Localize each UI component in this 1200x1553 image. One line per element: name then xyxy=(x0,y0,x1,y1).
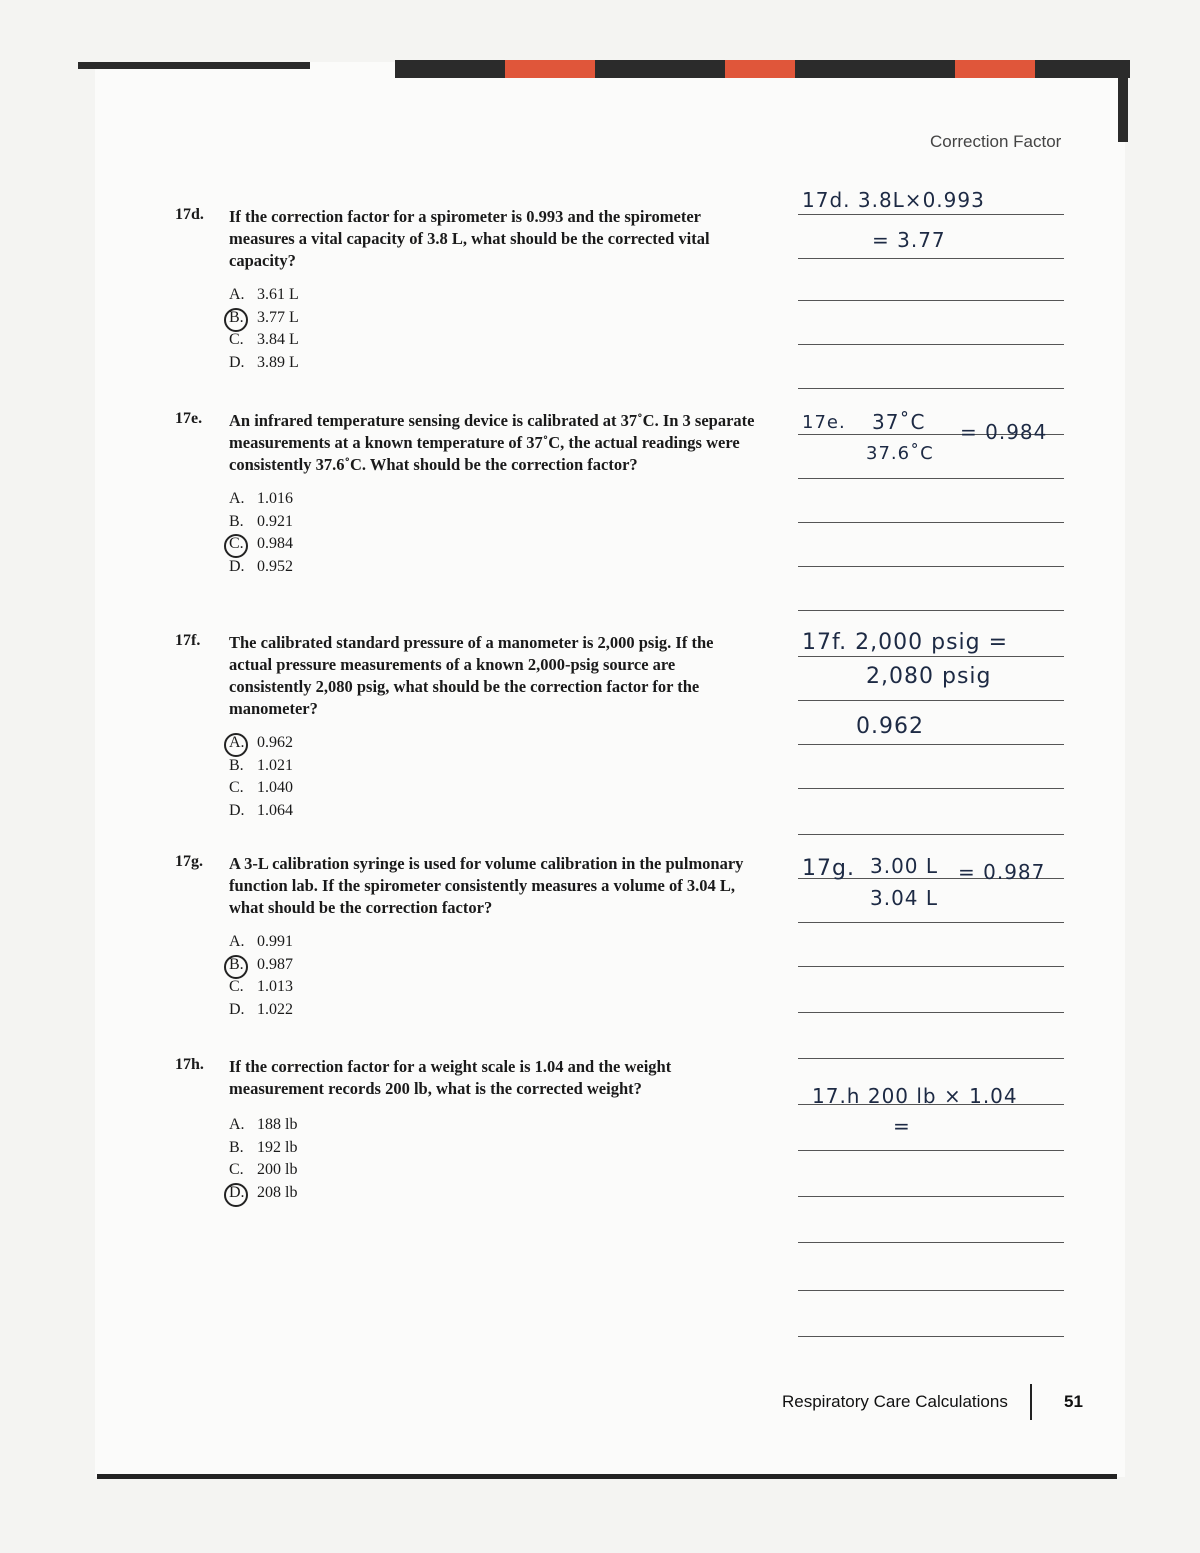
handwriting-17e-label: 17e. xyxy=(802,412,846,433)
handwriting-17g-denominator: 3.04 L xyxy=(870,886,939,910)
options-list xyxy=(229,1114,755,1204)
scan-edge-orange-3 xyxy=(955,60,1035,78)
ruled-line xyxy=(798,1290,1064,1291)
handwriting-17f-work: 17f. 2,000 psig = xyxy=(802,630,1009,655)
ruled-line xyxy=(798,744,1064,745)
option-d[interactable]: D. 1.064 xyxy=(229,801,293,819)
ruled-line xyxy=(798,522,1064,523)
option-c[interactable]: C. 1.040 xyxy=(229,779,293,796)
ruled-line xyxy=(798,700,1064,701)
question-17d xyxy=(175,206,755,374)
ruled-line xyxy=(798,656,1064,657)
question-number: 17e. xyxy=(175,410,203,427)
option-c[interactable]: C. 0.984 xyxy=(229,533,755,556)
ruled-line xyxy=(798,566,1064,567)
ruled-line xyxy=(798,258,1064,259)
ruled-line xyxy=(798,344,1064,345)
footer-divider xyxy=(1030,1384,1032,1420)
scan-edge-orange-1 xyxy=(505,60,595,78)
handwriting-17f-result: 0.962 xyxy=(856,714,924,739)
section-header: Correction Factor xyxy=(930,132,1062,151)
question-text: The calibrated standard pressure of a manometer is 2,000 psig. If the actual pressure measurements of a known 2,000-psig source are consistently 2,080 psig, what should be the correction factor for the manometer? xyxy=(229,633,714,718)
ruled-line xyxy=(798,610,1064,611)
handwriting-17d-work: 17d. 3.8L×0.993 xyxy=(802,188,985,212)
scan-edge-top-left xyxy=(78,62,310,69)
option-b[interactable]: B. 192 lb xyxy=(229,1138,298,1156)
options-list xyxy=(229,732,755,822)
option-b[interactable]: B. 3.77 L xyxy=(229,307,755,330)
question-text: A 3-L calibration syringe is used for volume calibration in the pulmonary function lab. If the spirometer consistently measures a volume of 3.04 L, what should be the correction factor? xyxy=(229,854,744,917)
handwriting-17e-denominator: 37.6˚C xyxy=(866,443,934,464)
ruled-line xyxy=(798,788,1064,789)
question-17f xyxy=(175,632,755,822)
ruled-line xyxy=(798,214,1064,215)
question-number: 17d. xyxy=(175,206,204,223)
option-c[interactable]: C. 3.84 L xyxy=(229,331,299,348)
handwriting-17e-result: = 0.984 xyxy=(960,420,1048,444)
option-b[interactable]: B. 1.021 xyxy=(229,756,293,774)
scan-edge-right xyxy=(1118,62,1128,142)
question-number: 17h. xyxy=(175,1056,204,1073)
answer-circle xyxy=(224,534,248,558)
handwriting-17f-denominator: 2,080 psig xyxy=(866,664,992,689)
scan-edge-orange-2 xyxy=(725,60,795,78)
book-title: Respiratory Care Calculations xyxy=(782,1392,1008,1411)
scan-edge-top xyxy=(395,60,1130,78)
ruled-line xyxy=(798,388,1064,389)
option-b[interactable]: B. 0.921 xyxy=(229,512,293,530)
option-a[interactable]: A. 3.61 L xyxy=(229,286,299,303)
option-c[interactable]: C. 1.013 xyxy=(229,978,293,995)
handwriting-17d-result: = 3.77 xyxy=(872,228,946,252)
ruled-line xyxy=(798,834,1064,835)
option-d[interactable]: D. 1.022 xyxy=(229,1000,293,1018)
question-17g xyxy=(175,853,755,1021)
ruled-line xyxy=(798,1150,1064,1151)
handwriting-17g-numerator: 3.00 L xyxy=(870,854,939,878)
option-d[interactable]: D. 3.89 L xyxy=(229,353,299,371)
option-b[interactable]: B. 0.987 xyxy=(229,954,755,977)
question-text: If the correction factor for a spirometer is 0.993 and the spirometer measures a vital capacity of 3.8 L, what should be the corrected vital capacity? xyxy=(229,207,710,270)
question-text: An infrared temperature sensing device is calibrated at 37˚C. In 3 separate measurements at a known temperature of 37˚C, the actual readings were consistently 37.6˚C. What should be the correction factor? xyxy=(229,411,755,474)
option-d[interactable]: D. 0.952 xyxy=(229,557,293,575)
handwriting-17h-work: 17.h 200 lb × 1.04 xyxy=(812,1084,1018,1108)
option-d[interactable]: D. 208 lb xyxy=(229,1182,755,1205)
ruled-line xyxy=(798,966,1064,967)
option-a[interactable]: A. 188 lb xyxy=(229,1116,298,1133)
answer-circle xyxy=(224,733,248,757)
options-list xyxy=(229,931,755,1021)
handwriting-17h-equals: = xyxy=(893,1114,911,1138)
question-number: 17g. xyxy=(175,853,203,870)
ruled-line xyxy=(798,478,1064,479)
answer-circle xyxy=(224,308,248,332)
option-c[interactable]: C. 200 lb xyxy=(229,1161,298,1178)
option-a[interactable]: A. 0.962 xyxy=(229,732,755,755)
answer-circle xyxy=(224,1183,248,1207)
ruled-line xyxy=(798,1058,1064,1059)
ruled-line xyxy=(798,1242,1064,1243)
ruled-line xyxy=(798,1196,1064,1197)
handwriting-17g-label: 17g. xyxy=(802,856,855,881)
option-a[interactable]: A. 0.991 xyxy=(229,933,293,950)
ruled-line xyxy=(798,300,1064,301)
scan-edge-bottom xyxy=(97,1474,1117,1479)
option-a[interactable]: A. 1.016 xyxy=(229,490,293,507)
handwriting-17g-result: = 0.987 xyxy=(958,860,1046,884)
question-17e xyxy=(175,410,755,578)
options-list xyxy=(229,488,755,578)
options-list xyxy=(229,284,755,374)
answer-circle xyxy=(224,955,248,979)
question-17h xyxy=(175,1056,755,1204)
ruled-line xyxy=(798,1012,1064,1013)
ruled-line xyxy=(798,1336,1064,1337)
ruled-line xyxy=(798,922,1064,923)
handwriting-17e-numerator: 37˚C xyxy=(872,410,926,434)
question-number: 17f. xyxy=(175,632,201,649)
page-number: 51 xyxy=(1064,1392,1083,1411)
question-text: If the correction factor for a weight scale is 1.04 and the weight measurement records 200 lb, what is the corrected weight? xyxy=(229,1057,672,1098)
